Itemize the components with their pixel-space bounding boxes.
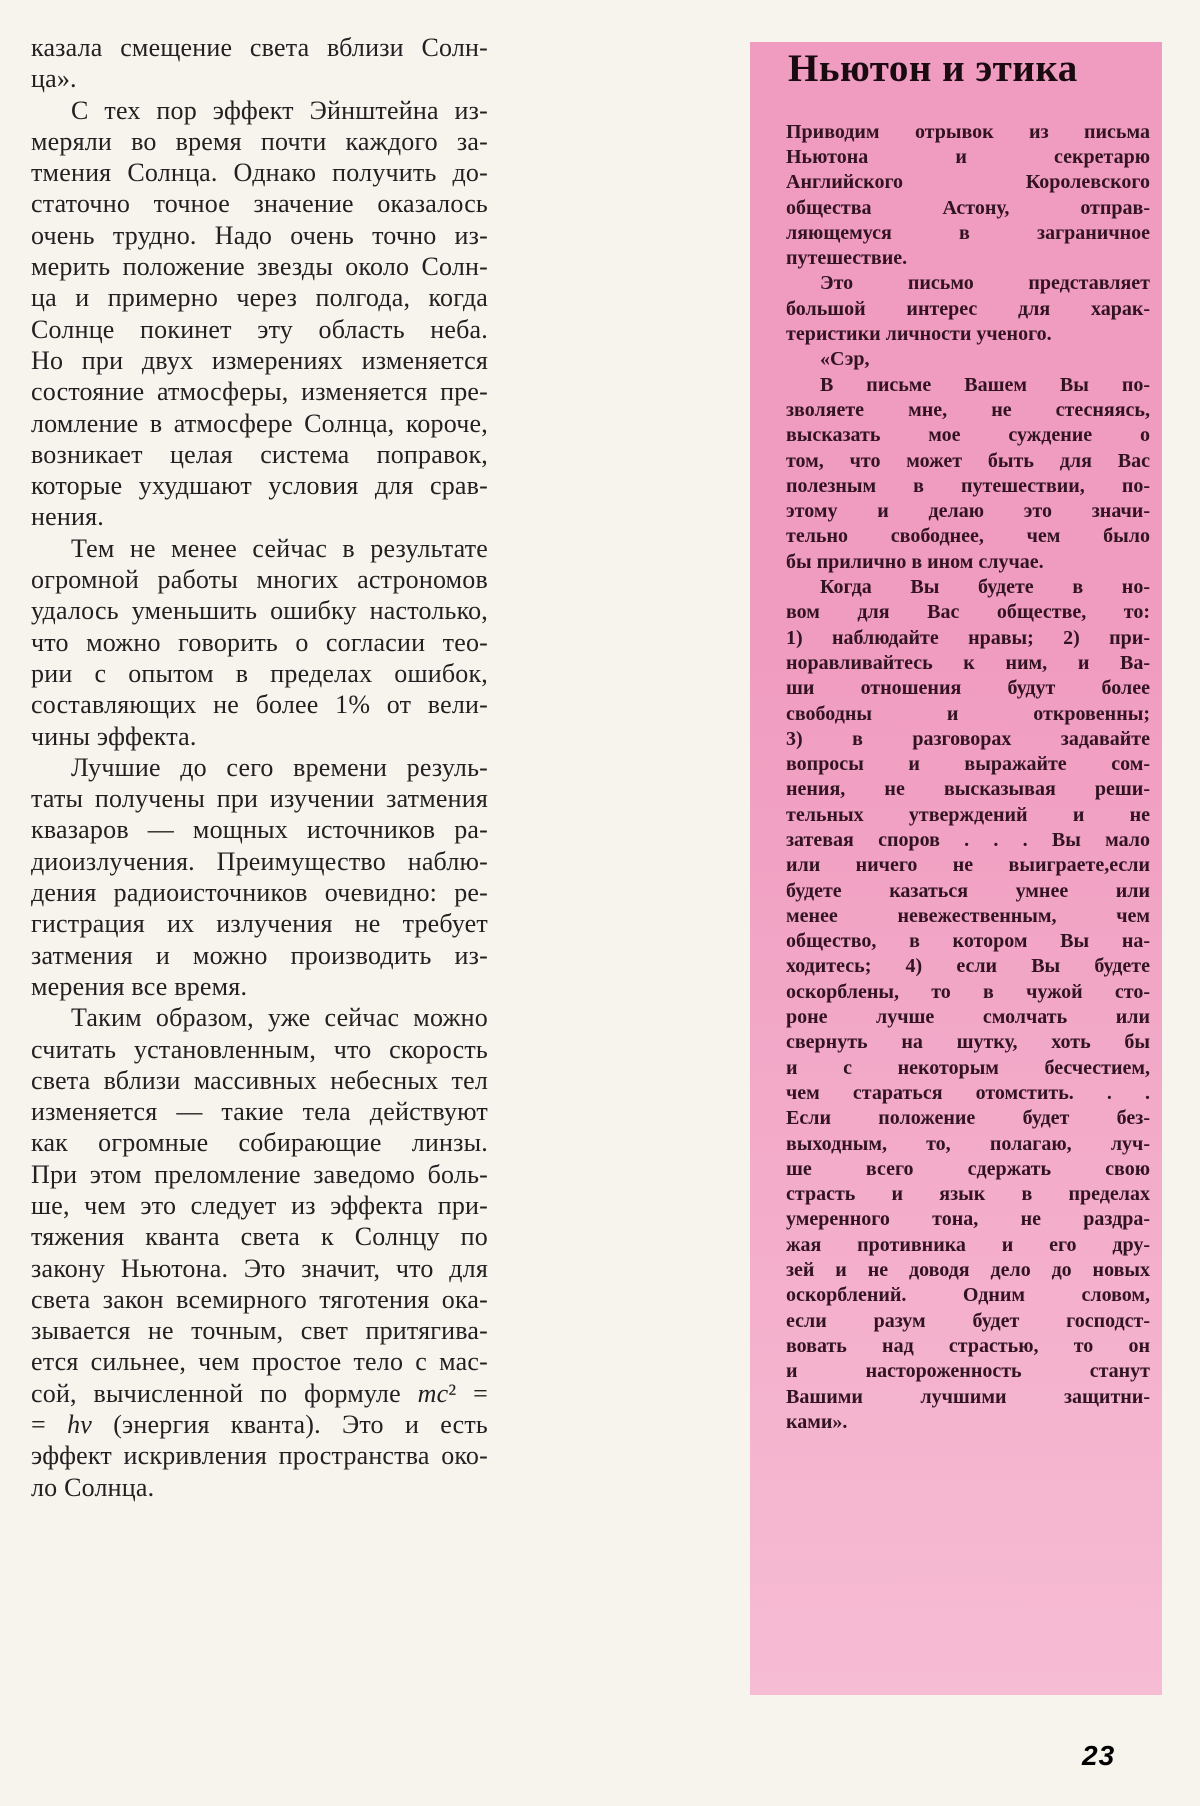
page-number: 23 [1082, 1740, 1116, 1771]
text-line: «Сэр, [820, 348, 870, 371]
text-line: ца». [31, 64, 77, 94]
text-line: мерения все время. [31, 971, 248, 1001]
text-line: В письме Вашем Вы по- [820, 373, 1150, 396]
text-line: ло Солнца. [31, 1472, 155, 1502]
text-line: свободны и откровенны; [786, 702, 1150, 725]
text-line: вовать над страстью, то он [786, 1334, 1150, 1357]
text-line: ками». [786, 1410, 848, 1433]
text-line: ши отношения будут более [786, 677, 1150, 700]
text-line: оскорблений. Одним словом, [786, 1284, 1150, 1307]
text-line: мерить положение звезды около Солн- [31, 252, 488, 282]
text-line: Английского Королевского [786, 171, 1150, 194]
text-line: которые ухудшают условия для срав- [31, 471, 488, 501]
text-line: норавливайтесь к ним, и Ва- [786, 651, 1150, 674]
text-line: чины эффекта. [31, 721, 197, 751]
text-line: тельно свободнее, чем было [786, 525, 1150, 548]
text-line: как огромные собирающие линзы. [31, 1128, 488, 1158]
text-line: выходным, то, полагаю, луч- [786, 1132, 1150, 1155]
text-line: 1) наблюдайте нравы; 2) при- [786, 626, 1150, 649]
text-line: общество, в котором Вы на- [786, 930, 1150, 953]
text-line: будете казаться умнее или [786, 879, 1150, 902]
text-line: зей и не доводя дело до новых [786, 1259, 1150, 1282]
text-line: жая противника и его дру- [786, 1233, 1150, 1256]
text-line: зывается не точным, свет притягива- [31, 1316, 488, 1346]
text-line: Солнце покинет эту область неба. [31, 314, 488, 344]
text-line: вопросы и выражайте сом- [786, 753, 1150, 776]
text-line: ломление в атмосфере Солнца, короче, [31, 408, 488, 438]
text-line: общества Астону, отправ- [786, 196, 1150, 219]
text-line: дения радиоисточников очевидно: ре- [31, 878, 488, 908]
text-line: тельных утверждений и не [786, 803, 1150, 826]
text-line: огромной работы многих астрономов [31, 565, 488, 595]
text-line: квазаров — мощных источников ра- [31, 815, 488, 845]
text-line: очень трудно. Надо очень точно из- [31, 220, 488, 250]
text-line: умеренного тона, не раздра- [786, 1208, 1150, 1231]
text-line: зволяете мне, не стесняясь, [786, 398, 1150, 421]
text-line: Приводим отрывок из письма [786, 120, 1150, 143]
text-line: таты получены при изучении затмения [31, 784, 488, 814]
text-line: нения. [31, 502, 104, 532]
text-line: тмения Солнца. Однако получить до- [31, 158, 488, 188]
text-line: затевая споров . . . Вы мало [786, 828, 1150, 851]
text-line: возникает целая система поправок, [31, 439, 488, 469]
text-line: эффект искривления пространства око- [31, 1441, 488, 1471]
text-line: затмения и можно производить из- [31, 940, 488, 970]
text-line: изменяется — такие тела действуют [31, 1097, 488, 1127]
text-line: составляющих не более 1% от вели- [31, 690, 488, 720]
text-line: Лучшие до сего времени резуль- [71, 752, 488, 782]
text-line: считать установленным, что скорость [31, 1034, 488, 1064]
text-line: менее невежественным, чем [786, 904, 1150, 927]
text-line: При этом преломление заведомо боль- [31, 1159, 488, 1189]
text-line: ходитесь; 4) если Вы будете [786, 955, 1150, 978]
text-line: ется сильнее, чем простое тело с мас- [31, 1347, 488, 1377]
text-line: том, что может быть для Вас [786, 449, 1150, 472]
text-line: света вблизи массивных небесных тел [31, 1065, 488, 1095]
text-line: Ньютона и секретарю [786, 145, 1150, 168]
text-line: большой интерес для харак- [786, 297, 1150, 320]
text-line: ца и примерно через полгода, когда [31, 283, 488, 313]
text-line: ше, чем это следует из эффекта при- [31, 1190, 488, 1220]
text-line: света закон всемирного тяготения ока- [31, 1284, 488, 1314]
text-line: нения, не высказывая реши- [786, 778, 1150, 801]
text-line: свернуть на шутку, хоть бы [786, 1031, 1150, 1054]
text-line: оскорблены, то в чужой сто- [786, 980, 1150, 1003]
text-line: чем стараться отомстить. . . [786, 1081, 1150, 1104]
text-line: сой, вычисленной по формуле mc² = [31, 1378, 489, 1408]
sidebar-title: Ньютон и этика [788, 47, 1078, 90]
text-line: Но при двух измерениях изменяется [31, 345, 488, 375]
text-line: статочно точное значение оказалось [31, 189, 488, 219]
text-line: удалось уменьшить ошибку настолько, [31, 596, 488, 626]
text-line: Тем не менее сейчас в результате [71, 533, 488, 563]
sidebar-letter-text [750, 120, 1162, 1435]
text-line: Таким образом, уже сейчас можно [71, 1003, 488, 1033]
text-line: ше всего сдержать свою [786, 1157, 1150, 1180]
text-line: бы прилично в ином случае. [786, 550, 1044, 573]
text-line: вом для Вас обществе, то: [786, 601, 1150, 624]
text-line: путешествие. [786, 247, 908, 270]
text-line: ляющемуся в заграничное [786, 221, 1150, 244]
text-line: Когда Вы будете в но- [820, 576, 1150, 599]
text-line: полезным в путешествии, по- [786, 474, 1150, 497]
text-line: = hν (энергия кванта). Это и есть [31, 1410, 488, 1440]
text-line: 3) в разговорах задавайте [786, 727, 1150, 750]
text-line: меряли во время почти каждого за- [31, 126, 488, 156]
text-line: Если положение будет без- [786, 1107, 1150, 1130]
text-line: и с некоторым бесчестием, [786, 1056, 1150, 1079]
text-line: теристики личности ученого. [786, 323, 1052, 346]
text-line: казала смещение света вблизи Солн- [31, 33, 488, 62]
sidebar-box [750, 42, 1162, 1695]
text-line: и настороженность станут [786, 1360, 1150, 1383]
text-line: закону Ньютона. Это значит, что для [31, 1253, 488, 1283]
text-line: диоизлучения. Преимущество наблю- [31, 846, 488, 876]
text-line: или ничего не выиграете,если [786, 854, 1150, 877]
text-line: тяжения кванта света к Солнцу по [31, 1222, 488, 1252]
text-line: гистрация их излучения не требует [31, 909, 488, 939]
text-line: высказать мое суждение о [786, 424, 1150, 447]
text-line: Это письмо представляет [820, 272, 1150, 295]
text-line: рии с опытом в пределах ошибок, [31, 658, 488, 688]
main-article-column [31, 32, 488, 1503]
text-line: состояние атмосферы, изменяется пре- [31, 377, 488, 407]
text-line: Вашими лучшими защитни- [786, 1385, 1150, 1408]
text-line: роне лучше смолчать или [786, 1006, 1150, 1029]
text-line: что можно говорить о согласии тео- [31, 627, 488, 657]
text-line: С тех пор эффект Эйнштейна из- [71, 95, 488, 125]
text-line: если разум будет господст- [786, 1309, 1150, 1332]
text-line: этому и делаю это значи- [786, 500, 1150, 523]
text-line: страсть и язык в пределах [786, 1183, 1150, 1206]
